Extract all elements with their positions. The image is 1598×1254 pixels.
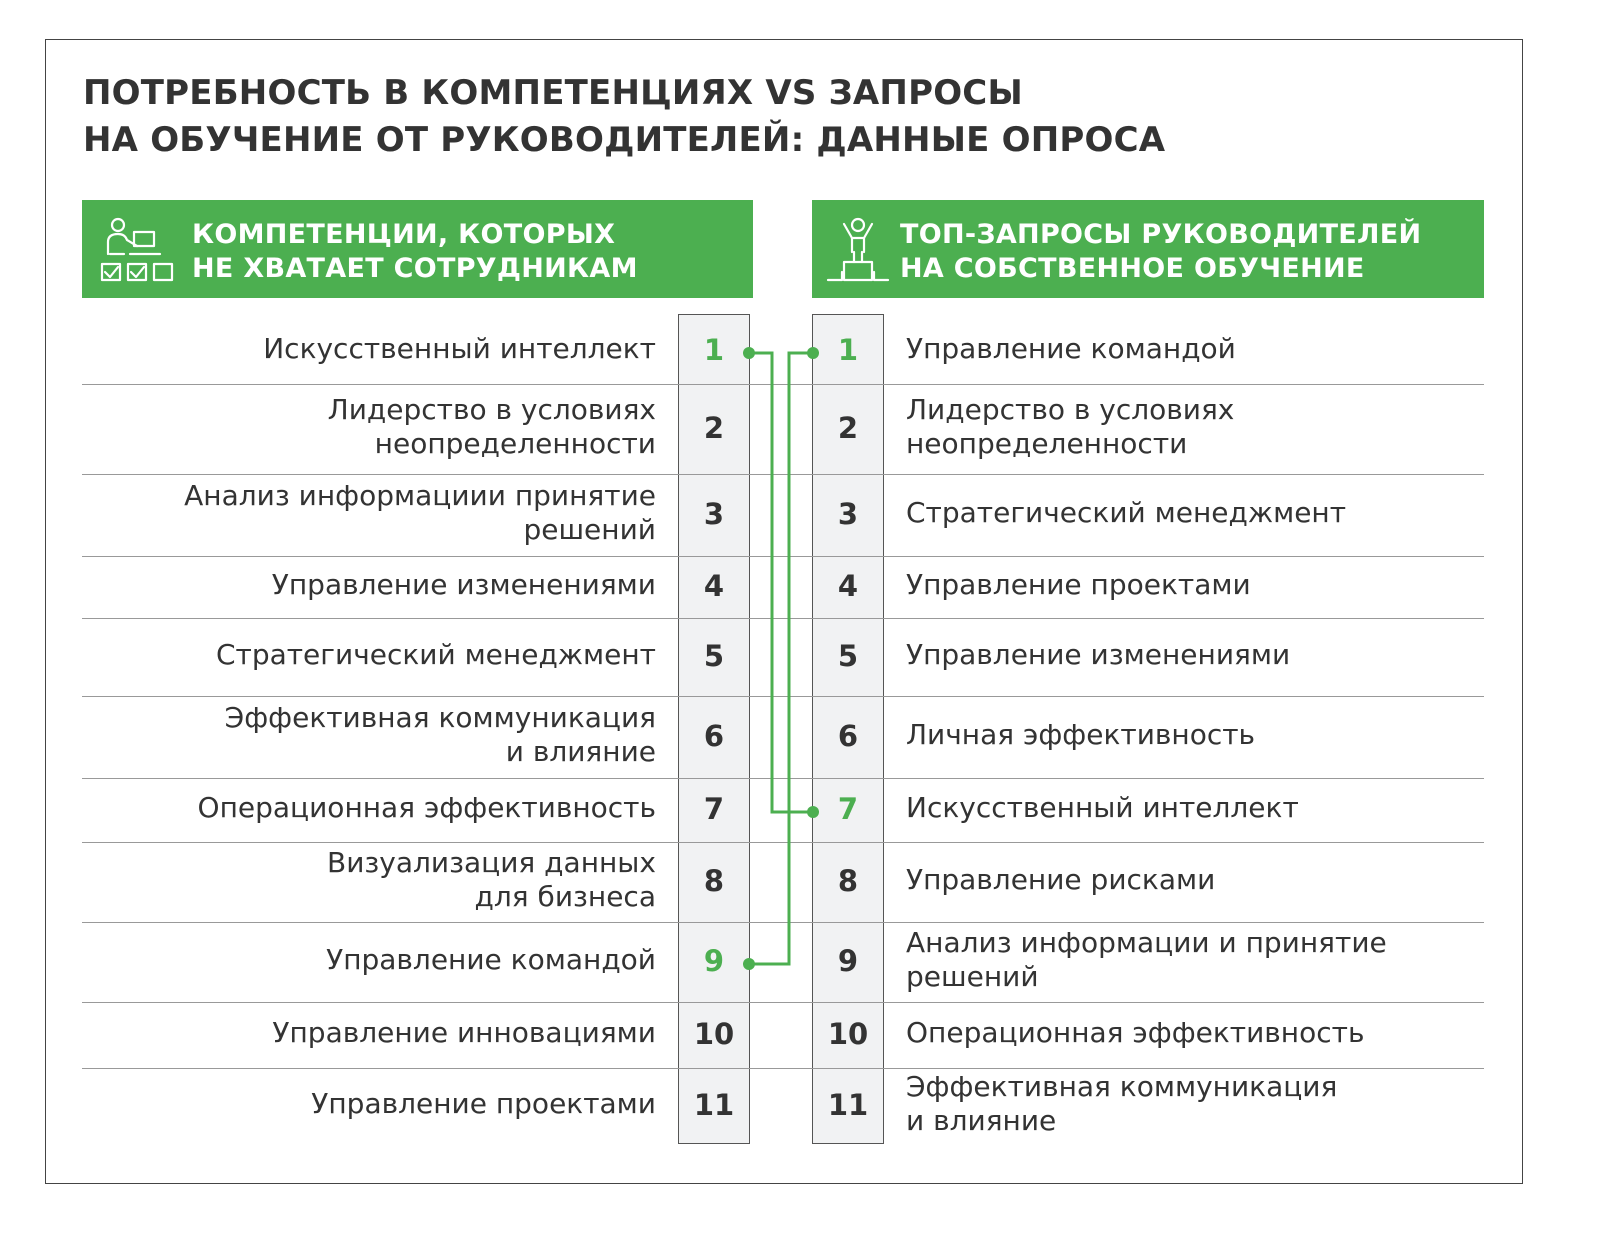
left-item-label — [263, 332, 656, 366]
left-item-label — [225, 701, 656, 769]
left-item-label — [328, 393, 656, 461]
person-at-desk-checklist-icon — [100, 216, 178, 284]
right-item-label — [906, 496, 1346, 530]
left-header-line-1: КОМПЕТЕНЦИИ, КОТОРЫХ — [192, 219, 616, 250]
right-item-label-line: Анализ информации и принятие — [906, 926, 1387, 959]
right-item-label-line: Личная эффективность — [906, 718, 1256, 751]
right-item-label-line: и влияние — [906, 1104, 1057, 1137]
right-column-header — [812, 200, 1484, 298]
row-divider — [82, 556, 1484, 557]
right-item-label-line: Стратегический менеджмент — [906, 496, 1347, 529]
left-item-label-line: Управление командой — [326, 943, 656, 976]
right-item-label — [906, 791, 1299, 825]
left-item-label — [198, 791, 656, 825]
left-header-line-2: НЕ ХВАТАЕТ СОТРУДНИКАМ — [192, 253, 638, 284]
left-item-label-line: неопределенности — [374, 427, 656, 460]
left-item-label — [184, 479, 656, 547]
title-line-2: НА ОБУЧЕНИЕ ОТ РУКОВОДИТЕЛЕЙ: ДАННЫЕ ОПРОСА — [83, 120, 1166, 160]
left-item-label-line: Искусственный интеллект — [263, 332, 656, 365]
right-item-label — [906, 332, 1236, 366]
left-rank-number: 1 — [703, 333, 725, 367]
left-item-label — [326, 943, 656, 977]
row-divider — [82, 696, 1484, 697]
right-item-label-line: Операционная эффективность — [906, 1016, 1365, 1049]
left-rank-number: 10 — [693, 1017, 735, 1051]
right-item-label-line: Искусственный интеллект — [906, 791, 1299, 824]
right-rank-number: 5 — [837, 639, 859, 673]
right-rank-number: 6 — [837, 719, 859, 753]
right-item-label-line: Управление изменениями — [906, 638, 1291, 671]
right-header-line-2: НА СОБСТВЕННОЕ ОБУЧЕНИЕ — [900, 253, 1365, 284]
row-divider — [82, 922, 1484, 923]
right-item-label — [906, 863, 1215, 897]
row-divider — [82, 474, 1484, 475]
left-item-label — [311, 1087, 656, 1121]
row-divider — [82, 1002, 1484, 1003]
right-item-label — [906, 1070, 1337, 1138]
left-rank-number: 2 — [703, 411, 725, 445]
left-item-label-line: решений — [523, 513, 656, 546]
left-item-label-line: Анализ информациии принятие — [184, 479, 656, 512]
right-rank-number: 9 — [837, 944, 859, 978]
right-header-line-1: ТОП-ЗАПРОСЫ РУКОВОДИТЕЛЕЙ — [900, 219, 1422, 250]
left-item-label — [327, 846, 656, 914]
right-item-label-line: решений — [906, 960, 1039, 993]
left-rank-number: 6 — [703, 719, 725, 753]
title-line-1: ПОТРЕБНОСТЬ В КОМПЕТЕНЦИЯХ VS ЗАПРОСЫ — [83, 73, 1023, 113]
right-rank-number: 4 — [837, 569, 859, 603]
right-item-label — [906, 568, 1251, 602]
row-divider — [82, 778, 1484, 779]
left-item-label-line: Управление инновациями — [272, 1016, 656, 1049]
right-rank-number: 10 — [827, 1017, 869, 1051]
row-divider — [82, 842, 1484, 843]
right-rank-number: 1 — [837, 333, 859, 367]
left-item-label-line: Операционная эффективность — [197, 791, 656, 824]
right-rank-number: 8 — [837, 864, 859, 898]
left-item-label-line: Управление проектами — [311, 1087, 656, 1120]
left-column-header — [82, 200, 753, 298]
right-rank-number: 2 — [837, 411, 859, 445]
right-item-label-line: Лидерство в условиях — [906, 393, 1235, 426]
left-rank-number: 8 — [703, 864, 725, 898]
left-item-label-line: Эффективная коммуникация — [224, 701, 656, 734]
right-item-label — [906, 393, 1234, 461]
left-item-label — [272, 568, 656, 602]
row-divider — [82, 1068, 1484, 1069]
row-divider — [82, 384, 1484, 385]
left-rank-number: 9 — [703, 944, 725, 978]
left-rank-number: 5 — [703, 639, 725, 673]
left-item-label-line: Лидерство в условиях — [327, 393, 656, 426]
person-on-podium-icon — [826, 216, 904, 284]
left-item-label-line: для бизнеса — [474, 880, 656, 913]
left-item-label-line: и влияние — [505, 735, 656, 768]
right-item-label — [906, 638, 1290, 672]
right-rank-number: 11 — [827, 1088, 869, 1122]
row-divider — [82, 618, 1484, 619]
right-item-label-line: Управление рисками — [906, 863, 1216, 896]
left-item-label-line: Стратегический менеджмент — [215, 638, 656, 671]
left-rank-number: 11 — [693, 1088, 735, 1122]
left-item-label — [272, 1016, 656, 1050]
left-item-label — [216, 638, 656, 672]
page-title — [83, 70, 1165, 164]
right-item-label-line: Управление проектами — [906, 568, 1251, 601]
left-item-label-line: Управление изменениями — [271, 568, 656, 601]
right-item-label-line: Управление командой — [906, 332, 1236, 365]
left-rank-number: 3 — [703, 497, 725, 531]
right-item-label — [906, 926, 1387, 994]
right-item-label — [906, 718, 1255, 752]
right-rank-number: 7 — [837, 792, 859, 826]
left-rank-number: 4 — [703, 569, 725, 603]
right-item-label — [906, 1016, 1364, 1050]
right-item-label-line: неопределенности — [906, 427, 1188, 460]
right-rank-number: 3 — [837, 497, 859, 531]
left-item-label-line: Визуализация данных — [327, 846, 656, 879]
left-rank-number: 7 — [703, 792, 725, 826]
right-item-label-line: Эффективная коммуникация — [906, 1070, 1338, 1103]
